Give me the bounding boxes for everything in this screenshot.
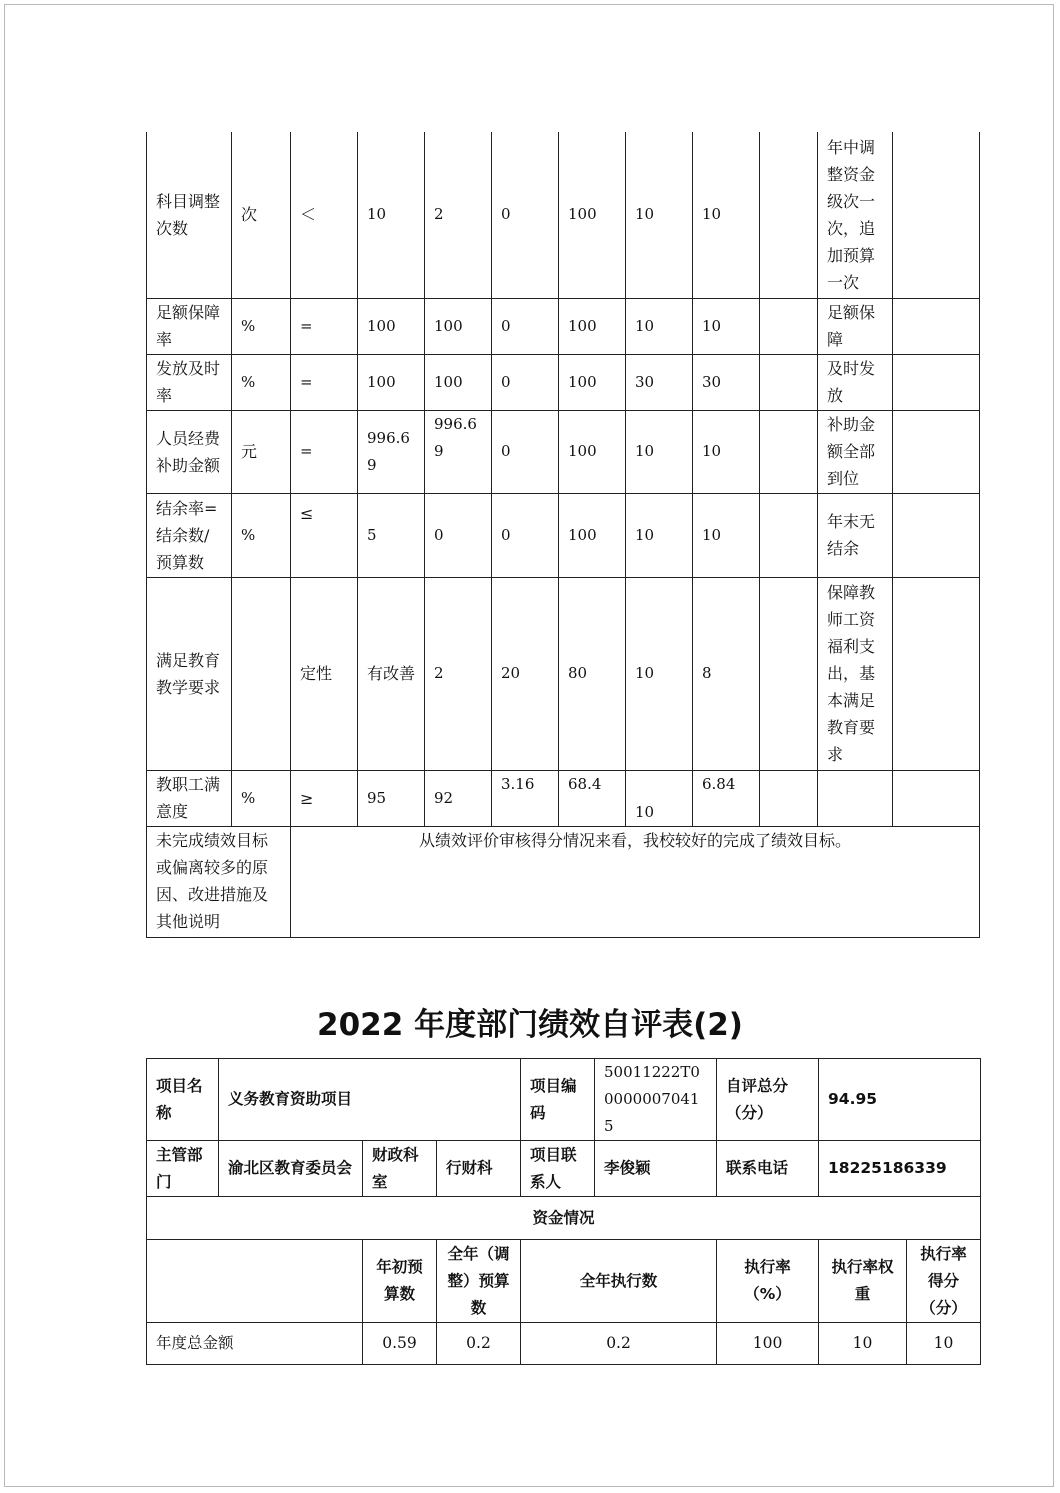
target-cell: 10	[358, 132, 425, 298]
weight-cell: 10	[626, 298, 693, 354]
operator-cell: =	[291, 298, 358, 354]
score-cell: 10	[693, 410, 760, 493]
target-cell: 5	[358, 493, 425, 577]
rate-cell: 80	[559, 577, 626, 770]
indicator-name: 满足教育教学要求	[147, 577, 232, 770]
deduct-cell: 20	[492, 577, 559, 770]
project-row	[147, 1059, 981, 1141]
extra-cell	[893, 354, 980, 410]
operator-cell: ＜	[291, 132, 358, 298]
target-cell: 100	[358, 354, 425, 410]
score-cell: 8	[693, 577, 760, 770]
score-cell: 30	[693, 354, 760, 410]
funds-header-row	[147, 1197, 981, 1240]
project-name: 义务教育资助项目	[219, 1059, 521, 1141]
weight-cell: 10	[626, 132, 693, 298]
extra-cell	[893, 493, 980, 577]
actual-cell: 2	[425, 132, 492, 298]
weight-cell: 30	[626, 354, 693, 410]
operator-cell: 定性	[291, 577, 358, 770]
deduct-cell: 0	[492, 354, 559, 410]
note-cell: 及时发放	[818, 354, 893, 410]
table-row	[147, 298, 980, 354]
total-weight: 10	[819, 1323, 907, 1365]
unit-cell: %	[232, 493, 291, 577]
performance-indicator-table	[146, 132, 980, 938]
contact: 李俊颖	[595, 1141, 717, 1197]
unit-cell	[232, 577, 291, 770]
blank-cell	[760, 577, 818, 770]
self-score: 94.95	[819, 1059, 981, 1141]
operator-cell: =	[291, 410, 358, 493]
empty-header-cell	[147, 1240, 363, 1323]
target-cell: 100	[358, 298, 425, 354]
score-cell: 10	[693, 132, 760, 298]
remark-label: 未完成绩效目标或偏离较多的原因、改进措施及其他说明	[147, 826, 291, 937]
rate-cell: 100	[559, 298, 626, 354]
self-evaluation-table	[146, 1058, 981, 1365]
deduct-cell: 3.16	[492, 770, 559, 826]
remark-row	[147, 826, 980, 937]
total-label: 年度总金额	[147, 1323, 363, 1365]
weight-cell: 10	[626, 577, 693, 770]
note-cell: 保障教师工资福利支出，基本满足教育要求	[818, 577, 893, 770]
extra-cell	[893, 298, 980, 354]
dept: 渝北区教育委员会	[219, 1141, 363, 1197]
table-row	[147, 354, 980, 410]
deduct-cell: 0	[492, 298, 559, 354]
page-title: 2022 年度部门绩效自评表(2)	[317, 1007, 743, 1043]
extra-cell	[893, 577, 980, 770]
col-exec-rate: 执行率（%）	[717, 1240, 819, 1323]
indicator-name: 科目调整次数	[147, 132, 232, 298]
operator-cell: ≥	[291, 770, 358, 826]
actual-cell: 92	[425, 770, 492, 826]
actual-cell: 100	[425, 354, 492, 410]
project-code: 50011222T000000070415	[595, 1059, 717, 1141]
table-row	[147, 132, 980, 298]
col-weight: 执行率权重	[819, 1240, 907, 1323]
unit-cell: %	[232, 298, 291, 354]
funds-header: 资金情况	[147, 1197, 981, 1240]
contact-label: 项目联系人	[521, 1141, 595, 1197]
note-cell: 足额保障	[818, 298, 893, 354]
total-score: 10	[907, 1323, 981, 1365]
funds-column-row	[147, 1240, 981, 1323]
indicator-name: 人员经费补助金额	[147, 410, 232, 493]
finance-office-label: 财政科室	[363, 1141, 437, 1197]
col-score: 执行率得分（分）	[907, 1240, 981, 1323]
blank-cell	[760, 298, 818, 354]
project-code-label: 项目编码	[521, 1059, 595, 1141]
weight-cell: 10	[626, 410, 693, 493]
rate-cell: 100	[559, 354, 626, 410]
operator-cell: ≤	[291, 493, 358, 577]
unit-cell: 次	[232, 132, 291, 298]
target-cell: 有改善	[358, 577, 425, 770]
table-row	[147, 493, 980, 577]
col-executed: 全年执行数	[521, 1240, 717, 1323]
rate-cell: 100	[559, 132, 626, 298]
note-cell: 年中调整资金级次一次，追加预算一次	[818, 132, 893, 298]
table-row	[147, 410, 980, 493]
actual-cell: 2	[425, 577, 492, 770]
extra-cell	[893, 770, 980, 826]
score-cell: 10	[693, 298, 760, 354]
rate-cell: 68.4	[559, 770, 626, 826]
score-cell: 10	[693, 493, 760, 577]
remark-text: 从绩效评价审核得分情况来看，我校较好的完成了绩效目标。	[291, 826, 980, 937]
dept-label: 主管部门	[147, 1141, 219, 1197]
total-row	[147, 1323, 981, 1365]
note-cell	[818, 770, 893, 826]
blank-cell	[760, 354, 818, 410]
indicator-name: 发放及时率	[147, 354, 232, 410]
deduct-cell: 0	[492, 493, 559, 577]
phone: 18225186339	[819, 1141, 981, 1197]
finance-office: 行财科	[437, 1141, 521, 1197]
note-cell: 补助金额全部到位	[818, 410, 893, 493]
total-executed: 0.2	[521, 1323, 717, 1365]
unit-cell: %	[232, 354, 291, 410]
col-adjusted-budget: 全年（调整）预算数	[437, 1240, 521, 1323]
total-initial: 0.59	[363, 1323, 437, 1365]
blank-cell	[760, 132, 818, 298]
self-score-label: 自评总分（分）	[717, 1059, 819, 1141]
table-row	[147, 577, 980, 770]
rate-cell: 100	[559, 493, 626, 577]
actual-cell: 996.69	[425, 410, 492, 493]
extra-cell	[893, 410, 980, 493]
score-cell: 6.84	[693, 770, 760, 826]
extra-cell	[893, 132, 980, 298]
note-cell: 年末无结余	[818, 493, 893, 577]
total-adjusted: 0.2	[437, 1323, 521, 1365]
total-rate: 100	[717, 1323, 819, 1365]
blank-cell	[760, 770, 818, 826]
col-initial-budget: 年初预算数	[363, 1240, 437, 1323]
operator-cell: =	[291, 354, 358, 410]
phone-label: 联系电话	[717, 1141, 819, 1197]
department-row	[147, 1141, 981, 1197]
unit-cell: %	[232, 770, 291, 826]
actual-cell: 0	[425, 493, 492, 577]
unit-cell: 元	[232, 410, 291, 493]
project-name-label: 项目名称	[147, 1059, 219, 1141]
actual-cell: 100	[425, 298, 492, 354]
rate-cell: 100	[559, 410, 626, 493]
blank-cell	[760, 410, 818, 493]
target-cell: 996.69	[358, 410, 425, 493]
blank-cell	[760, 493, 818, 577]
weight-cell: 10	[626, 493, 693, 577]
indicator-name: 教职工满意度	[147, 770, 232, 826]
table-row	[147, 770, 980, 826]
deduct-cell: 0	[492, 410, 559, 493]
target-cell: 95	[358, 770, 425, 826]
indicator-name: 足额保障率	[147, 298, 232, 354]
deduct-cell: 0	[492, 132, 559, 298]
weight-cell: 10	[626, 770, 693, 826]
indicator-name: 结余率=结余数/预算数	[147, 493, 232, 577]
